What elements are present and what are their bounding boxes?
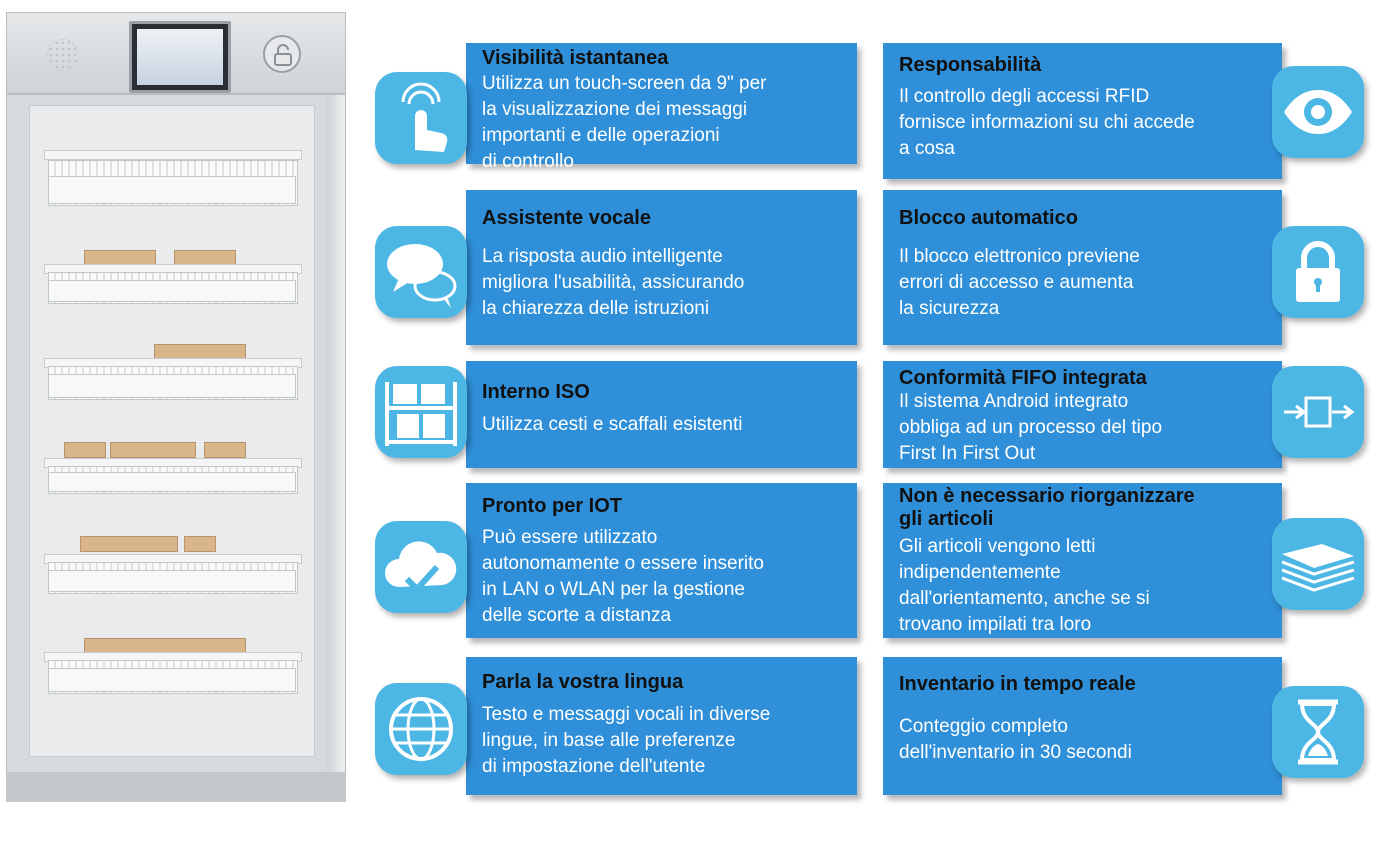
drawer (44, 436, 300, 492)
touch-screen (129, 21, 231, 93)
cabinet-interior (29, 105, 315, 757)
drawer (44, 150, 300, 206)
cabinet-door-edge (327, 95, 345, 795)
speech-bubbles-icon (375, 226, 467, 318)
feature-line: autonomamente o essere inserito (482, 553, 764, 574)
feature-line: Utilizza cesti e scaffali esistenti (482, 414, 743, 435)
feature-line: Può essere utilizzato (482, 527, 658, 548)
feature-line: fornisce informazioni su chi accede (899, 112, 1195, 133)
feature-title: Conformità FIFO integrata (899, 367, 1147, 389)
feature-panel-fifo (883, 361, 1282, 468)
feature-panel-responsibility (883, 43, 1282, 179)
feature-panel-reorganize (883, 483, 1282, 638)
drawer (44, 536, 300, 592)
feature-title: Visibilità istantanea (482, 47, 669, 69)
unlock-button-icon (263, 35, 301, 73)
cabinet-base (6, 772, 346, 802)
feature-panel-iot (466, 483, 857, 638)
feature-line: la sicurezza (899, 298, 1000, 319)
feature-line: migliora l'usabilità, assicurando (482, 272, 745, 293)
feature-line: trovano impilati tra loro (899, 614, 1092, 635)
feature-line: La risposta audio intelligente (482, 246, 723, 267)
cloud-check-icon (375, 521, 467, 613)
stacked-sheets-icon (1272, 518, 1364, 610)
feature-title: Parla la vostra lingua (482, 671, 684, 693)
feature-line: la chiarezza delle istruzioni (482, 298, 710, 319)
feature-title: Pronto per IOT (482, 495, 622, 517)
globe-icon (375, 683, 467, 775)
cabinet-body (6, 94, 346, 794)
eye-icon (1272, 66, 1364, 158)
feature-title: Assistente vocale (482, 207, 651, 229)
feature-line: obbliga ad un processo del tipo (899, 417, 1163, 438)
feature-panel-inventory (883, 657, 1282, 795)
feature-line: Conteggio completo (899, 716, 1068, 737)
drawer (44, 636, 300, 692)
feature-line: delle scorte a distanza (482, 605, 672, 626)
rfid-cabinet-image (6, 12, 346, 802)
speaker-grille (47, 39, 79, 71)
feature-line: Testo e messaggi vocali in diverse (482, 704, 771, 725)
feature-panel-language (466, 657, 857, 795)
feature-line: la visualizzazione dei messaggi (482, 99, 748, 120)
feature-panel-visibility (466, 43, 857, 172)
feature-line: di impostazione dell'utente (482, 756, 706, 777)
feature-line: lingue, in base alle preferenze (482, 730, 736, 751)
feature-line: Utilizza un touch-screen da 9" per (482, 73, 767, 94)
feature-panel-autolock (883, 190, 1282, 345)
cabinet-header (6, 12, 346, 94)
feature-panel-iso (466, 361, 857, 468)
feature-line: errori di accesso e aumenta (899, 272, 1134, 293)
feature-line: Il blocco elettronico previene (899, 246, 1140, 267)
padlock-icon (1272, 226, 1364, 318)
shelf-boxes-icon (375, 366, 467, 458)
feature-line: Il controllo degli accessi RFID (899, 86, 1150, 107)
feature-line: di controllo (482, 151, 574, 172)
feature-line: indipendentemente (899, 562, 1061, 583)
feature-line: First In First Out (899, 443, 1036, 464)
feature-line: in LAN o WLAN per la gestione (482, 579, 745, 600)
feature-line: a cosa (899, 138, 955, 159)
drawer (44, 246, 300, 302)
hourglass-icon (1272, 686, 1364, 778)
fifo-arrows-icon (1272, 366, 1364, 458)
feature-line: importanti e delle operazioni (482, 125, 720, 146)
touch-hand-icon (375, 72, 467, 164)
feature-title: Interno ISO (482, 381, 590, 403)
feature-line: Gli articoli vengono letti (899, 536, 1096, 557)
feature-line: dall'orientamento, anche se si (899, 588, 1150, 609)
feature-title: Blocco automatico (899, 207, 1078, 229)
feature-title: Inventario in tempo reale (899, 673, 1136, 695)
feature-title: Responsabilità (899, 54, 1042, 76)
feature-title: Non è necessario riorganizzare gli articoli (899, 485, 1195, 530)
feature-panel-voice (466, 190, 857, 345)
drawer (44, 342, 300, 398)
feature-line: Il sistema Android integrato (899, 391, 1129, 412)
feature-line: dell'inventario in 30 secondi (899, 742, 1132, 763)
